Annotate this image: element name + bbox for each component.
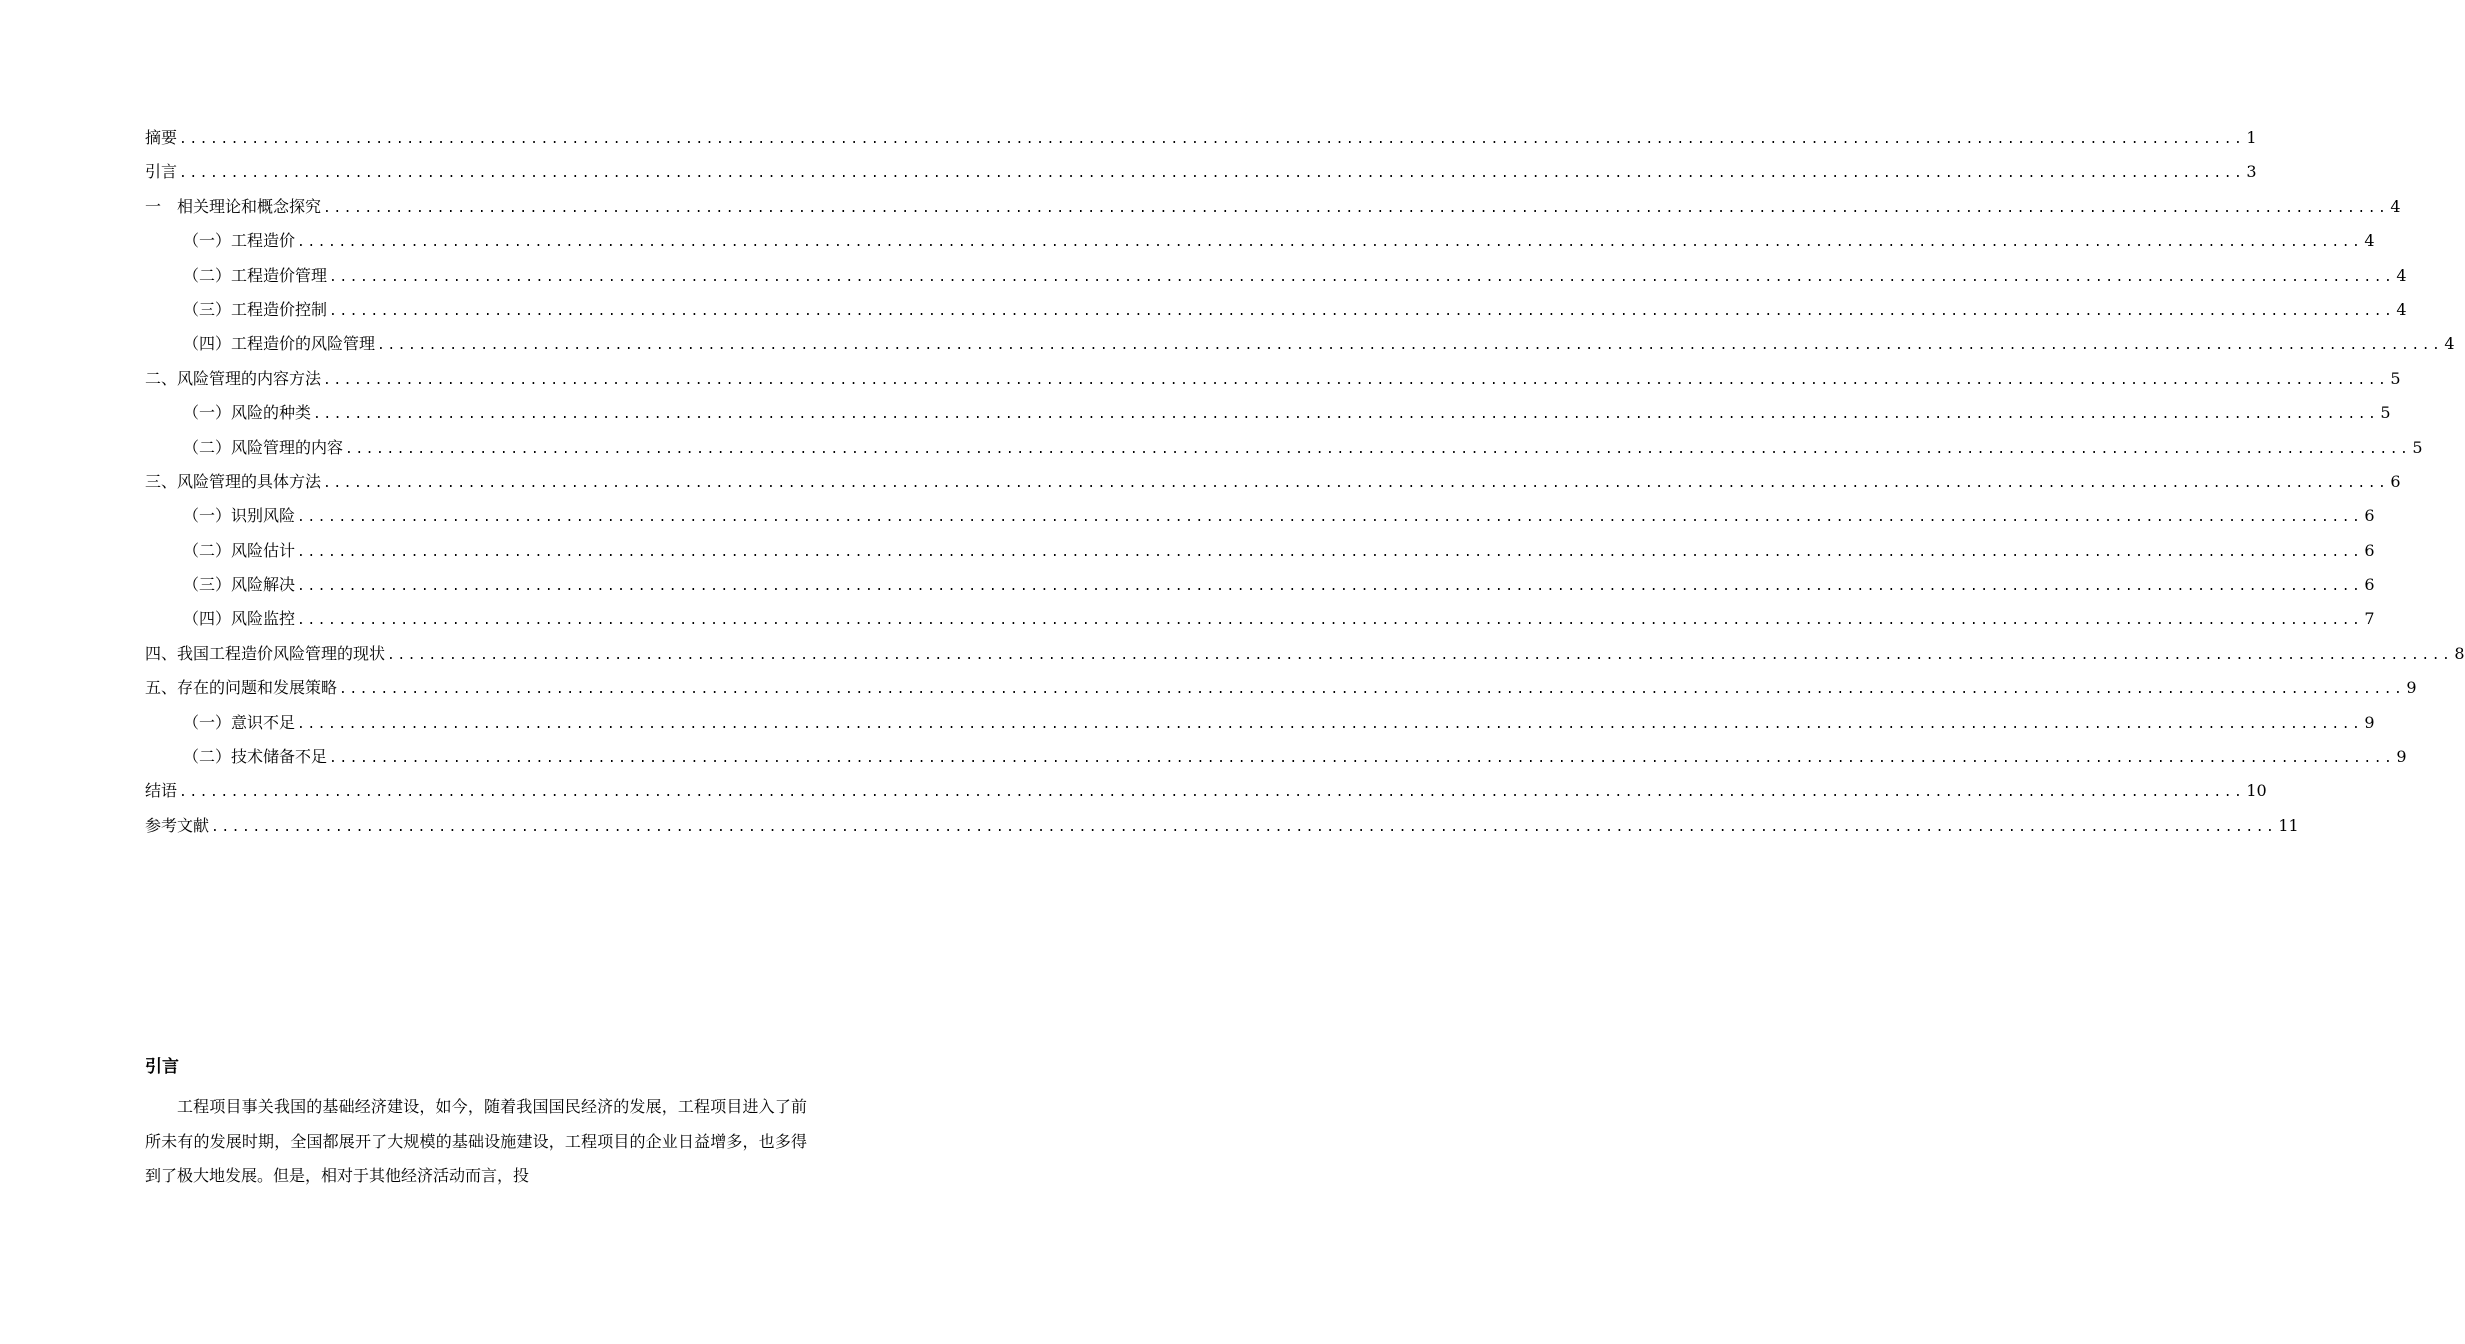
toc-entry-label: （三）工程造价控制	[183, 299, 328, 319]
toc-entry-page-number: 6	[2364, 506, 2375, 526]
toc-dot-leader: ........................................................................................................................................................................................................	[323, 475, 2389, 491]
toc-entry[interactable]	[145, 362, 2401, 396]
toc-dot-leader: ........................................................................................................................................................................................................	[297, 579, 2363, 595]
toc-dot-leader: ........................................................................................................................................................................................................	[387, 647, 2453, 663]
toc-entry-page-number: 9	[2364, 712, 2375, 732]
toc-dot-leader: ........................................................................................................................................................................................................	[297, 544, 2363, 560]
toc-entry-page-number: 8	[2454, 643, 2465, 663]
toc-entry[interactable]	[145, 740, 2407, 774]
toc-entry-label: （二）风险估计	[183, 540, 296, 560]
toc-entry-label: （三）风险解决	[183, 575, 296, 595]
toc-entry-page-number: 11	[2278, 815, 2299, 835]
toc-entry-label: 五、存在的问题和发展策略	[145, 678, 338, 698]
toc-entry-page-number: 4	[2396, 265, 2407, 285]
toc-entry-label: （一）识别风险	[183, 506, 296, 526]
toc-entry[interactable]	[145, 499, 2375, 533]
toc-entry[interactable]	[145, 431, 2423, 465]
toc-entry-label: 摘要	[145, 128, 178, 147]
toc-entry-page-number: 5	[2380, 403, 2391, 423]
toc-entry-page-number: 7	[2364, 609, 2375, 629]
toc-dot-leader: ........................................................................................................................................................................................................	[297, 235, 2363, 251]
toc-entry-page-number: 9	[2396, 747, 2407, 767]
toc-entry-label: 四、我国工程造价风险管理的现状	[145, 643, 386, 663]
toc-dot-leader: ........................................................................................................................................................................................................	[313, 407, 2379, 423]
toc-entry-label: 三、风险管理的具体方法	[145, 471, 322, 491]
toc-entry[interactable]	[145, 602, 2375, 636]
toc-entry[interactable]	[145, 224, 2375, 258]
toc-entry-label: （一）风险的种类	[183, 403, 312, 423]
toc-entry[interactable]	[145, 327, 2455, 361]
toc-entry-label: （二）技术储备不足	[183, 747, 328, 767]
toc-entry[interactable]	[145, 637, 2465, 671]
toc-entry[interactable]	[145, 465, 2401, 499]
toc-entry-label: 参考文献	[145, 815, 210, 835]
toc-entry-page-number: 3	[2246, 162, 2257, 182]
toc-entry[interactable]	[145, 396, 2391, 430]
toc-dot-leader: ........................................................................................................................................................................................................	[323, 372, 2389, 388]
toc-entry-label: （一）工程造价	[183, 231, 296, 251]
toc-entry-page-number: 6	[2364, 575, 2375, 595]
toc-entry-label: （二）工程造价管理	[183, 265, 328, 285]
toc-entry[interactable]	[145, 293, 2407, 327]
toc-entry-label: 结语	[145, 781, 178, 801]
toc-dot-leader: ........................................................................................................................................................................................................	[345, 441, 2411, 457]
toc-entry-page-number: 4	[2444, 334, 2455, 354]
toc-entry-label: （二）风险管理的内容	[183, 437, 344, 457]
body-paragraph: 工程项目事关我国的基础经济建设，如今，随着我国国民经济的发展，工程项目进入了前所未有的发展时期，全国都展开了大规模的基础设施建设，工程项目的企业日益增多，也多得到了极大地发展。但是，相对于其他经济活动而言，投	[145, 1097, 807, 1185]
toc-dot-leader: ........................................................................................................................................................................................................	[323, 200, 2389, 216]
toc-entry[interactable]	[145, 809, 2299, 843]
toc-dot-leader: ........................................................................................................................................................................................................	[211, 819, 2277, 835]
toc-dot-leader: ........................................................................................................................................................................................................	[179, 166, 2245, 182]
toc-entry-label: 一 相关理论和概念探究	[145, 196, 322, 216]
toc-dot-leader: ........................................................................................................................................................................................................	[179, 785, 2245, 801]
toc-entry[interactable]	[145, 155, 2257, 189]
toc-dot-leader: ........................................................................................................................................................................................................	[329, 751, 2395, 767]
toc-entry-page-number: 10	[2246, 781, 2267, 801]
toc-entry[interactable]	[145, 671, 2417, 705]
toc-entry-page-number: 1	[2246, 128, 2257, 147]
toc-entry-page-number: 4	[2364, 231, 2375, 251]
toc-entry-page-number: 6	[2390, 471, 2401, 491]
toc-entry[interactable]	[145, 706, 2375, 740]
table-of-contents	[145, 121, 2465, 843]
toc-dot-leader: ........................................................................................................................................................................................................	[297, 510, 2363, 526]
toc-entry[interactable]	[145, 190, 2401, 224]
toc-entry-page-number: 4	[2396, 299, 2407, 319]
introduction-section	[145, 1052, 807, 1194]
toc-dot-leader: ........................................................................................................................................................................................................	[329, 269, 2395, 285]
toc-entry-label: 引言	[145, 162, 178, 182]
toc-dot-leader: ........................................................................................................................................................................................................	[297, 613, 2363, 629]
toc-dot-leader: ........................................................................................................................................................................................................	[297, 716, 2363, 732]
toc-entry-label: （四）风险监控	[183, 609, 296, 629]
toc-entry-page-number: 5	[2390, 368, 2401, 388]
toc-entry[interactable]	[145, 534, 2375, 568]
toc-dot-leader: ........................................................................................................................................................................................................	[339, 682, 2405, 698]
toc-entry[interactable]	[145, 774, 2267, 808]
toc-dot-leader: ........................................................................................................................................................................................................	[377, 338, 2443, 354]
toc-entry-page-number: 4	[2390, 196, 2401, 216]
toc-dot-leader: ........................................................................................................................................................................................................	[329, 303, 2395, 319]
toc-entry-label: 二、风险管理的内容方法	[145, 368, 322, 388]
toc-dot-leader: ........................................................................................................................................................................................................	[179, 132, 2245, 147]
toc-entry-label: （一）意识不足	[183, 712, 296, 732]
toc-entry[interactable]	[145, 121, 2257, 155]
toc-entry-page-number: 5	[2412, 437, 2423, 457]
toc-entry[interactable]	[145, 259, 2407, 293]
toc-entry-page-number: 6	[2364, 540, 2375, 560]
toc-entry-page-number: 9	[2406, 678, 2417, 698]
toc-entry[interactable]	[145, 568, 2375, 602]
section-heading: 引言	[145, 1057, 179, 1077]
toc-entry-label: （四）工程造价的风险管理	[183, 334, 376, 354]
